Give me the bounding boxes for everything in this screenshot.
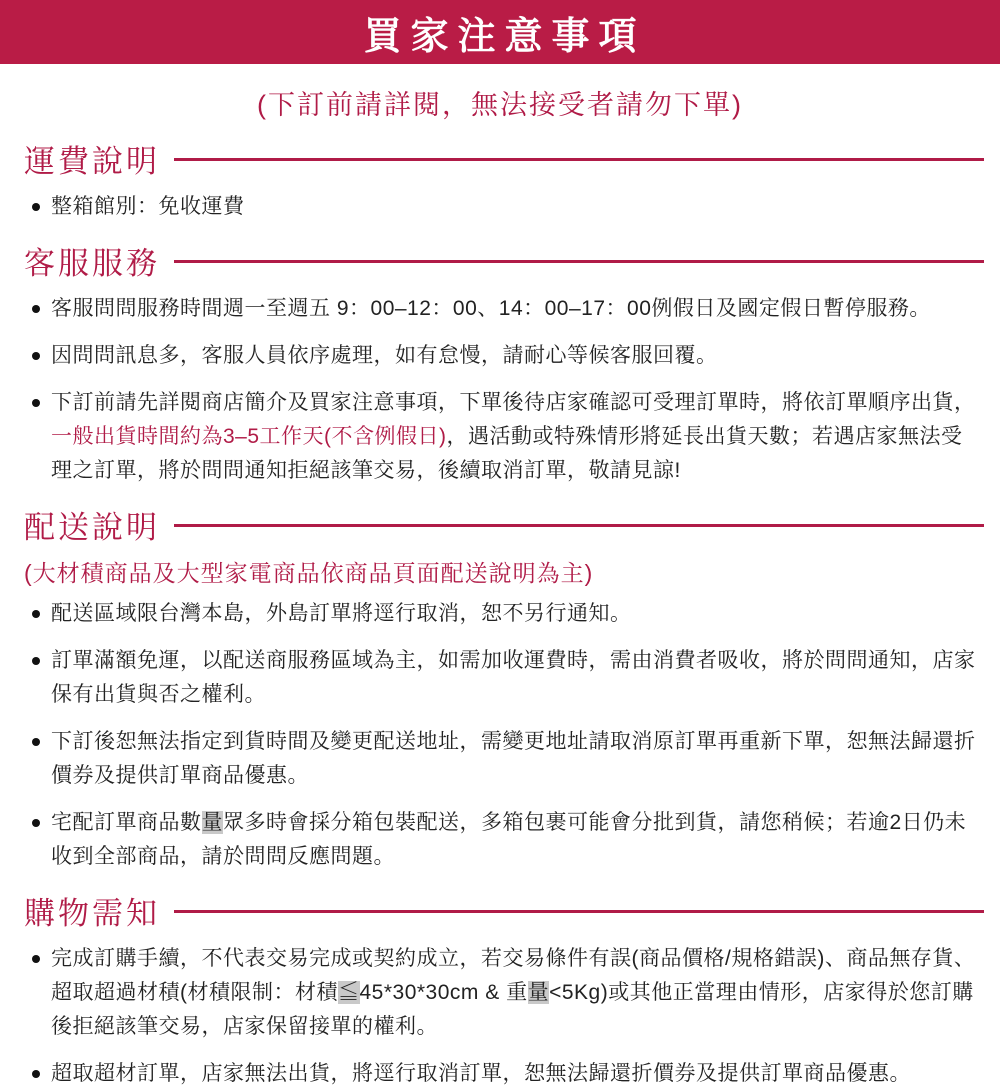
bullet-text: 配送區域限台灣本島，外島訂單將逕行取消，恕不另行通知。 [51,602,632,625]
bullet-text-highlight-gray: ≦ [338,981,360,1004]
bullet-text: 完成訂購手續，不代表交易完成或契約成立，若交易條件有誤(商品價格/規格錯誤)、商品無存貨、超取超過材積(材積限制：材積 [51,947,976,1004]
delivery-note: (大材積商品及大型家電商品依商品頁面配送說明為主) [24,560,594,586]
section-rule [174,158,984,161]
bullet-text: 下訂後恕無法指定到貨時間及變更配送地址，需變更地址請取消原訂單再重新下單，恕無法歸還折價券及提供訂單商品優惠。 [51,730,976,787]
bullet-text-highlight-red: 一般出貨時間約為3–5工作天(不含例假日) [51,425,447,448]
bullet-text-highlight-gray: 量 [527,981,550,1004]
section-header-shopping-notes [24,888,984,933]
list-item [24,644,984,712]
section-heading-customer-service: 客服服務 [24,246,160,281]
bullet-text: 眾多時會採分箱包裝配送，多箱包裹可能會分批到貨，請您稍候；若逾2日仍未收到全部商品，請於問問反應問題。 [51,811,967,868]
list-item [24,597,984,631]
page-title: 買家注意事項 [363,15,646,58]
section-header-shipping-fee [24,136,984,181]
bullet-text: ，遇活動或特殊情形將延長出貨天數；若遇店家無法受理之訂單，將於問問通知拒絕該筆交易，後續取消訂單，敬請見諒! [51,425,963,482]
section-header-delivery [24,502,984,547]
bullet-text: 訂單滿額免運，以配送商服務區域為主，如需加收運費時，需由消費者吸收，將於問問通知，店家保有出貨與否之權利。 [51,649,976,706]
banner [0,0,1000,64]
list-item [24,725,984,793]
list-item [24,1057,984,1091]
bullet-text: <5Kg)或其他正當理由情形，店家得於您訂購後拒絕該筆交易，店家保留接單的權利。 [51,981,974,1038]
bullet-text: 超取超材訂單，店家無法出貨，將逕行取消訂單，恕無法歸還折價券及提供訂單商品優惠。 [51,1062,911,1085]
section-heading-delivery: 配送說明 [24,510,160,545]
section-rule [174,524,984,527]
section-heading-shopping-notes: 購物需知 [24,896,160,931]
bullet-text: 45*30*30cm & 重 [359,981,528,1004]
section-heading-shipping-fee: 運費說明 [24,144,160,179]
bullet-text: 因問問訊息多，客服人員依序處理，如有怠慢，請耐心等候客服回覆。 [51,344,718,367]
shopping-notes-list [24,942,984,1091]
bullet-text: 整箱館別：免收運費 [51,195,245,218]
section-rule [174,260,984,263]
section-rule [174,910,984,913]
list-item [24,339,984,373]
list-item [24,190,984,224]
content [0,136,1000,1091]
bullet-text: 客服問問服務時間週一至週五 9：00–12：00、14：00–17：00例假日及國定假日暫停服務。 [51,297,931,320]
subtitle: (下訂前請詳閱，無法接受者請勿下單) [257,90,743,120]
list-item [24,942,984,1044]
customer-service-list [24,292,984,488]
list-item [24,292,984,326]
list-item [24,806,984,874]
delivery-list [24,597,984,874]
section-header-customer-service [24,238,984,283]
list-item [24,386,984,488]
bullet-text: 宅配訂單商品數 [51,811,202,834]
bullet-text: 下訂前請先詳閱商店簡介及買家注意事項，下單後待店家確認可受理訂單時，將依訂單順序出貨， [51,391,976,414]
bullet-text-highlight-gray: 量 [201,811,223,834]
shipping-fee-list [24,190,984,224]
